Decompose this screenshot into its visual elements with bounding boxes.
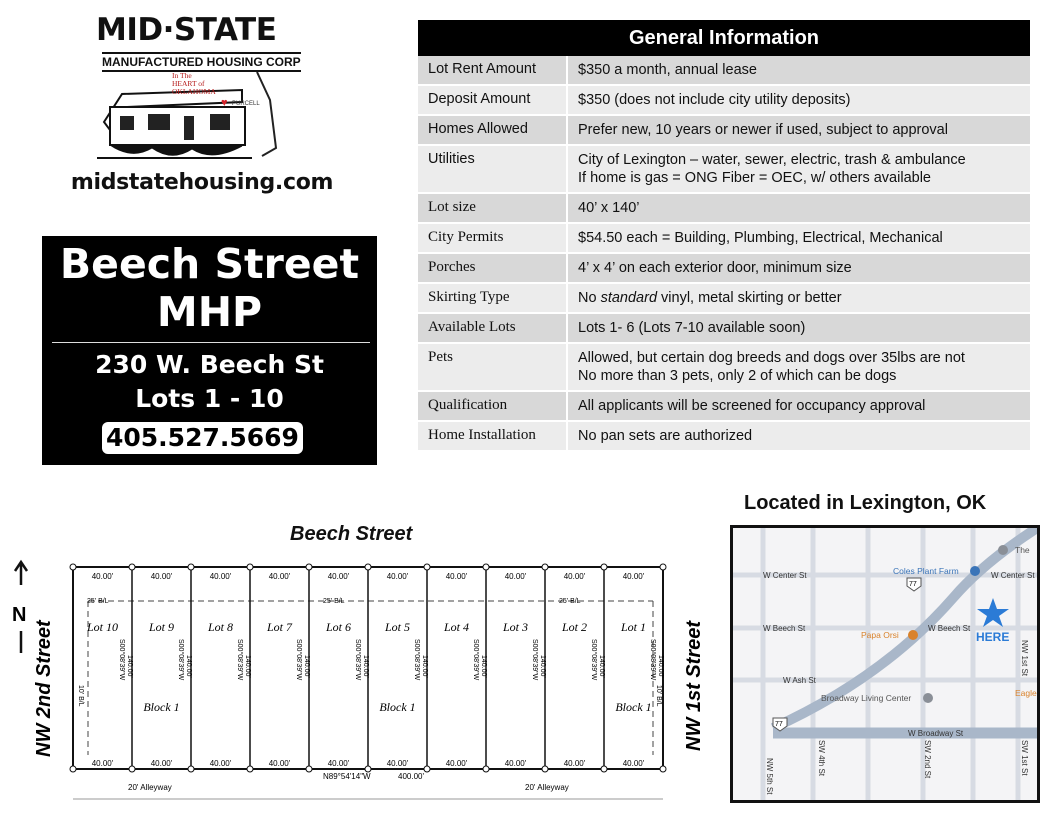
lot-label: Lot 10 (86, 620, 119, 634)
lot-frontage: 40.00' (563, 759, 586, 768)
row-label: Utilities (418, 146, 568, 192)
map-street-label: SW 4th St (817, 740, 826, 777)
map-place-label: The (1015, 545, 1030, 555)
shop-pin-icon[interactable] (970, 566, 980, 576)
lot-bearing: S00°08'39"W (413, 639, 420, 681)
lot-label: Lot 9 (148, 620, 175, 634)
property-sign (42, 236, 377, 465)
corner-pin (247, 766, 253, 772)
lot-frontage: 40.00' (622, 572, 645, 581)
building-line-label: 25' B/L (559, 598, 581, 605)
row-value: $350 a month, annual lease (578, 62, 757, 78)
table-row (418, 422, 1030, 452)
table-row (418, 224, 1030, 254)
lot-depth: 140.00' (362, 655, 369, 678)
corner-pin (365, 564, 371, 570)
table-row (418, 146, 1030, 194)
lot-frontage: 40.00' (91, 572, 114, 581)
lot-frontage: 40.00' (386, 572, 409, 581)
north-label: N (12, 604, 27, 626)
map-street-label: W Center St (991, 571, 1035, 580)
star-marker-icon[interactable] (977, 598, 1009, 627)
row-label: Lot size (418, 194, 568, 222)
map-place-label: Coles Plant Farm (893, 566, 959, 576)
map-street-label: W Center St (763, 571, 807, 580)
lot-frontage: 40.00' (563, 572, 586, 581)
corner-pin (188, 766, 194, 772)
row-label: Home Installation (418, 422, 568, 450)
row-label: Qualification (418, 392, 568, 420)
logo-title: MID·STATE (96, 12, 277, 48)
street-right-label: NW 1st Street (683, 620, 705, 751)
lot-bearing: S00°08'39"W (236, 639, 243, 681)
lot-label: Lot 7 (266, 620, 293, 634)
lot-depth: 140.00' (598, 655, 605, 678)
restaurant-pin-icon[interactable] (908, 630, 918, 640)
lot-depth: 140.00' (126, 655, 133, 678)
bottom-bearing: N89°54'14"W (323, 772, 371, 781)
map-street-label: SW 2nd St (923, 740, 932, 779)
lot-depth: 140.00' (539, 655, 546, 678)
lot-frontage: 40.00' (91, 759, 114, 768)
lot-frontage: 40.00' (386, 759, 409, 768)
map-street-label: NW 5th St (765, 758, 774, 795)
row-value: All applicants will be screened for occupancy approval (578, 398, 926, 414)
alley-label: 20' Alleyway (128, 783, 172, 792)
company-logo (92, 12, 301, 170)
location-map[interactable] (730, 525, 1040, 803)
lot-frontage: 40.00' (445, 759, 468, 768)
row-label: Available Lots (418, 314, 568, 342)
lot-frontage: 40.00' (150, 759, 173, 768)
corner-pin (129, 564, 135, 570)
row-label: Skirting Type (418, 284, 568, 312)
lot-frontage: 40.00' (150, 572, 173, 581)
place-pin-icon[interactable] (998, 545, 1008, 555)
row-label: City Permits (418, 224, 568, 252)
property-name: Beech Street MHP (59, 240, 360, 336)
table-row (418, 344, 1030, 392)
row-value: $54.50 each = Building, Plumbing, Electrical, Mechanical (578, 230, 943, 246)
lot-label: Lot 4 (443, 620, 470, 634)
row-value: Lots 1- 6 (Lots 7-10 available soon) (578, 320, 806, 336)
lot-depth: 140.00' (303, 655, 310, 678)
row-label: Pets (418, 344, 568, 390)
website-url[interactable]: midstatehousing.com (70, 170, 334, 195)
map-place-label: Eagle (1015, 688, 1037, 698)
corner-pin (601, 766, 607, 772)
north-arrow-icon (15, 562, 27, 585)
lot-bearing: S00°08'39"W (531, 639, 538, 681)
table-row (418, 56, 1030, 86)
corner-pin (542, 766, 548, 772)
map-street-label: SW 1st St (1020, 740, 1029, 776)
building-line-label: 25' B/L (87, 598, 109, 605)
corner-pin (70, 564, 76, 570)
lot-bearing: S00°08'39"W (118, 639, 125, 681)
lot-frontage: 40.00' (209, 759, 232, 768)
side-building-line-label: 10' B/L (655, 685, 662, 707)
lot-frontage: 40.00' (445, 572, 468, 581)
lot-frontage: 40.00' (622, 759, 645, 768)
corner-pin (70, 766, 76, 772)
building-line-label: 25' B/L (323, 598, 345, 605)
lot-label: Lot 1 (620, 620, 647, 634)
lot-frontage: 40.00' (327, 759, 350, 768)
table-row (418, 194, 1030, 224)
corner-pin (306, 564, 312, 570)
lot-frontage: 40.00' (268, 572, 291, 581)
general-information-table (418, 20, 1030, 452)
alley-label: 20' Alleyway (525, 783, 569, 792)
lot-bearing: S00°08'39"W (354, 639, 361, 681)
map-place-label: Papa Orsi (861, 630, 899, 640)
row-label: Deposit Amount (418, 86, 568, 114)
lot-bearing: S00°08'39"W (590, 639, 597, 681)
row-value: No standard vinyl, metal skirting or better (578, 290, 842, 306)
lot-plat-map (10, 545, 715, 803)
corner-pin (660, 766, 666, 772)
svg-text:77: 77 (775, 721, 783, 728)
block-label: Block 1 (379, 700, 416, 714)
map-street-label: W Broadway St (908, 729, 964, 738)
map-street-label: W Beech St (928, 624, 971, 633)
lot-frontage: 40.00' (209, 572, 232, 581)
lot-depth: 140.00' (185, 655, 192, 678)
map-title: Located in Lexington, OK (744, 492, 987, 514)
corner-pin (483, 766, 489, 772)
lot-depth: 140.00' (421, 655, 428, 678)
lot-depth: 140.00' (657, 655, 664, 678)
corner-pin (129, 766, 135, 772)
corner-pin (424, 766, 430, 772)
logo-tagline: In The HEART of OKLAHOMA (172, 71, 216, 96)
place-pin-icon[interactable] (923, 693, 933, 703)
lot-bearing: S00°08'39"W (295, 639, 302, 681)
corner-pin (601, 564, 607, 570)
lot-frontage: 40.00' (504, 759, 527, 768)
corner-pin (660, 564, 666, 570)
table-row (418, 116, 1030, 146)
side-building-line-label: 10' B/L (77, 685, 84, 707)
lot-frontage: 40.00' (327, 572, 350, 581)
lot-label: Lot 8 (207, 620, 234, 634)
row-value: Prefer new, 10 years or newer if used, subject to approval (578, 122, 948, 138)
lot-label: Lot 5 (384, 620, 411, 634)
table-title: General Information (418, 20, 1030, 56)
bottom-total: 400.00' (398, 772, 424, 781)
row-value: City of Lexington – water, sewer, electric, trash & ambulance If home is gas = ONG Fiber = OEC, w/ others available (578, 152, 966, 186)
svg-text:77: 77 (909, 581, 917, 588)
property-address: 230 W. Beech St Lots 1 - 10 (95, 350, 324, 413)
corner-pin (188, 564, 194, 570)
logo-city: PURCELL (232, 101, 260, 107)
street-left-label: NW 2nd Street (33, 620, 55, 757)
row-value: 4’ x 4’ on each exterior door, minimum size (578, 260, 852, 276)
lot-label: Lot 6 (325, 620, 352, 634)
sign-divider (52, 342, 370, 343)
lot-depth: 140.00' (480, 655, 487, 678)
corner-pin (542, 564, 548, 570)
lot-label: Lot 2 (561, 620, 588, 634)
map-place-label: Broadway Living Center (821, 693, 912, 703)
lot-label: Lot 3 (502, 620, 529, 634)
lot-depth: 140.00' (244, 655, 251, 678)
lot-bearing: S00°08'39"W (472, 639, 479, 681)
row-value: Allowed, but certain dog breeds and dogs over 35lbs are not No more than 3 pets, only 2 of which can be dogs (578, 350, 965, 384)
row-label: Lot Rent Amount (418, 56, 568, 84)
row-value: No pan sets are authorized (578, 428, 753, 444)
phone-number[interactable]: 405.527.5669 (102, 422, 303, 454)
block-label: Block 1 (143, 700, 180, 714)
map-canvas (733, 528, 1037, 800)
table-row (418, 254, 1030, 284)
row-label: Homes Allowed (418, 116, 568, 144)
corner-pin (424, 564, 430, 570)
lot-bearing: S00°08'39"W (177, 639, 184, 681)
lot-frontage: 40.00' (268, 759, 291, 768)
map-street-label: W Ash St (783, 676, 816, 685)
logo-subtitle: MANUFACTURED HOUSING CORP (102, 52, 301, 72)
row-value: 40’ x 140’ (578, 200, 640, 216)
table-row (418, 314, 1030, 344)
lot-frontage: 40.00' (504, 572, 527, 581)
heart-icon: ♥ (221, 97, 228, 109)
row-label: Porches (418, 254, 568, 282)
corner-pin (306, 766, 312, 772)
row-value: $350 (does not include city utility deposits) (578, 92, 851, 108)
corner-pin (247, 564, 253, 570)
map-marker-label: HERE (976, 630, 1010, 644)
table-row (418, 392, 1030, 422)
table-row (418, 86, 1030, 116)
map-street-label: W Beech St (763, 624, 806, 633)
plat-street-top: Beech Street (290, 523, 413, 545)
table-body (418, 56, 1030, 452)
corner-pin (483, 564, 489, 570)
lot-bearing: S00°08'39"W (649, 639, 656, 681)
table-row (418, 284, 1030, 314)
block-label: Block 1 (615, 700, 652, 714)
map-street-label: NW 1st St (1020, 640, 1029, 677)
